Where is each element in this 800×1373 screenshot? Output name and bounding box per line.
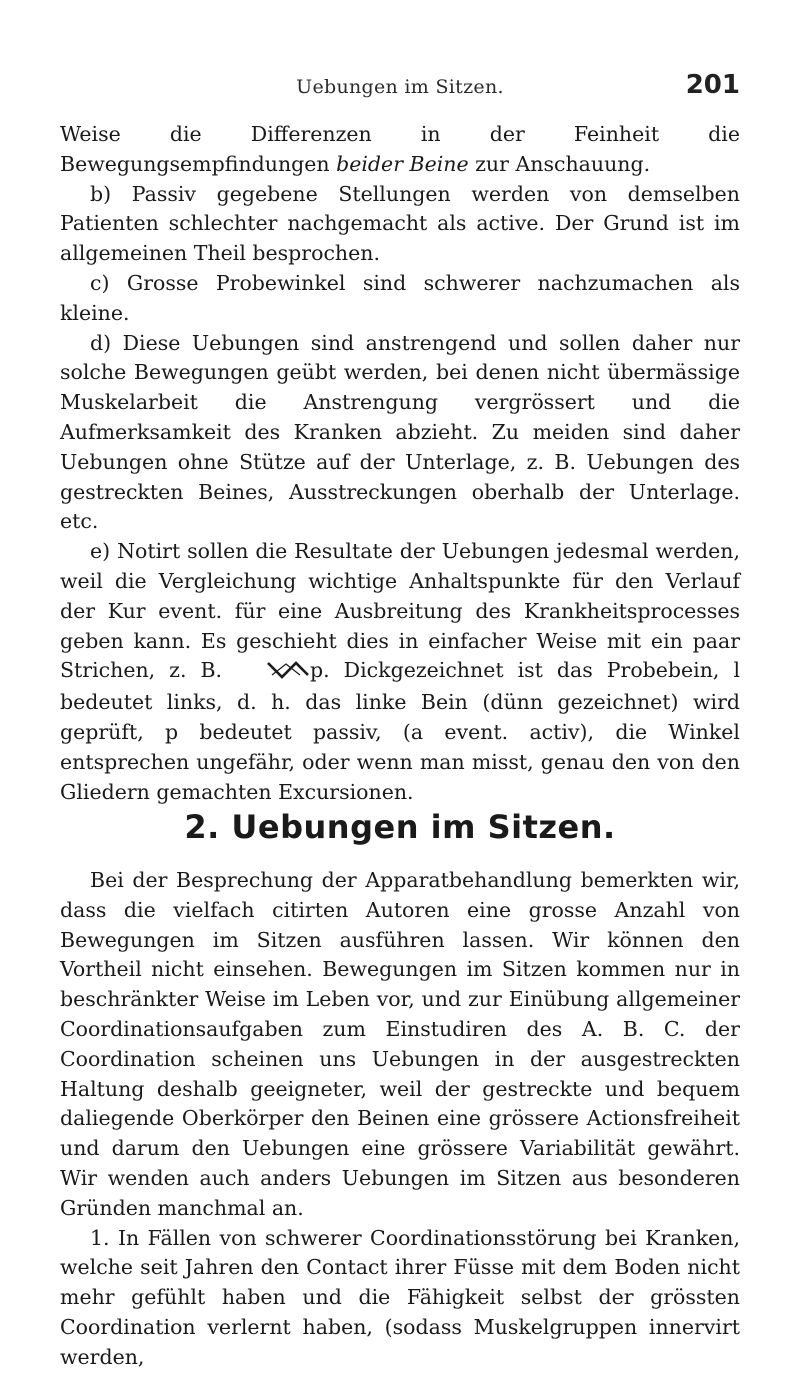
body-text-bottom bbox=[60, 866, 740, 1373]
paragraph-b: b) Passiv gegebene Stellungen werden von demselben Patienten schlechter nachgemacht als active. Der Grund ist im allgemeinen Theil besprochen. bbox=[60, 181, 740, 266]
leg-angle-notation-icon bbox=[236, 658, 310, 688]
paragraph bbox=[60, 120, 740, 180]
paragraph-1: 1. In Fällen von schwerer Coordinationsstörung bei Kranken, welche seit Jahren den Contact ihrer Füsse mit dem Boden nicht mehr gefühlt haben und die Fähigkeit selbst der grössten Coordination verlernt haben, (sodass Muskelgruppen innervirt werden, bbox=[60, 1225, 740, 1369]
paragraph-c: c) Grosse Probewinkel sind schwerer nachzumachen als kleine. bbox=[60, 270, 740, 325]
italic-text: beider Beine bbox=[336, 151, 469, 176]
paragraph-d: d) Diese Uebungen sind anstrengend und sollen daher nur solche Bewegungen geübt werden, bei denen nicht übermässige Muskelarbeit die Anstrengung vergrössert und die Aufmerksamkeit des Kranken abzieht. Zu meiden sind daher Uebungen ohne Stütze auf der Unterlage, z. B. Uebungen des gestreckten Beines, Ausstreckungen oberhalb der Unterlage. etc. bbox=[60, 330, 740, 534]
paragraph-e bbox=[60, 537, 740, 807]
page-header bbox=[60, 70, 740, 110]
paragraph: Bei der Besprechung der Apparatbehandlung bemerkten wir, dass die vielfach citirten Autoren eine grosse Anzahl von Bewegungen im Sitzen ausführen lassen. Wir können den Vortheil nicht einsehen. Bewegungen im Sitzen kommen nur in beschränkter Weise im Leben vor, und zur Einübung allgemeiner Coordinationsaufgaben zum Einstudiren des A. B. C. der Coordination scheinen uns Uebungen in der ausgestreckten Haltung deshalb geeigneter, weil der gestreckte und bequem daliegende Oberkörper den Beinen eine grössere Actionsfreiheit und darum den Uebungen eine grössere Variabilität gewährt. Wir wenden auch anders Uebungen im Sitzen aus besonderen Gründen manchmal an. bbox=[60, 868, 740, 1220]
text-run: e) Notirt sollen die Resultate der Uebungen jedesmal werden, weil die Vergleichung wichtige Anhaltspunkte für den Verlauf der Kur event. für eine Ausbreitung des Krankheitsprocesses geben kann. Es geschieht dies in einfacher Weise mit ein paar Strichen, z. B. bbox=[60, 539, 740, 683]
running-title: Uebungen im Sitzen. bbox=[296, 76, 504, 98]
section-heading: 2. Uebungen im Sitzen. bbox=[184, 808, 616, 846]
page-number: 201 bbox=[685, 70, 740, 100]
text-run: Dickgezeichnet ist das Probebein, l bedeutet links, d. h. das linke Bein (dünn gezeichnet) wird geprüft, p bedeutet passiv, (a event. activ), die Winkel entsprechen ungefähr, oder wenn man misst, genau den von den Gliedern gemachten Excursionen. bbox=[60, 658, 740, 804]
text-run: zur Anschauung. bbox=[468, 151, 651, 176]
body-text-top bbox=[60, 120, 740, 807]
symbol-suffix: p. bbox=[310, 658, 330, 683]
text-run: Weise die Differenzen in der Feinheit die Bewegungsempfindungen bbox=[60, 122, 740, 176]
